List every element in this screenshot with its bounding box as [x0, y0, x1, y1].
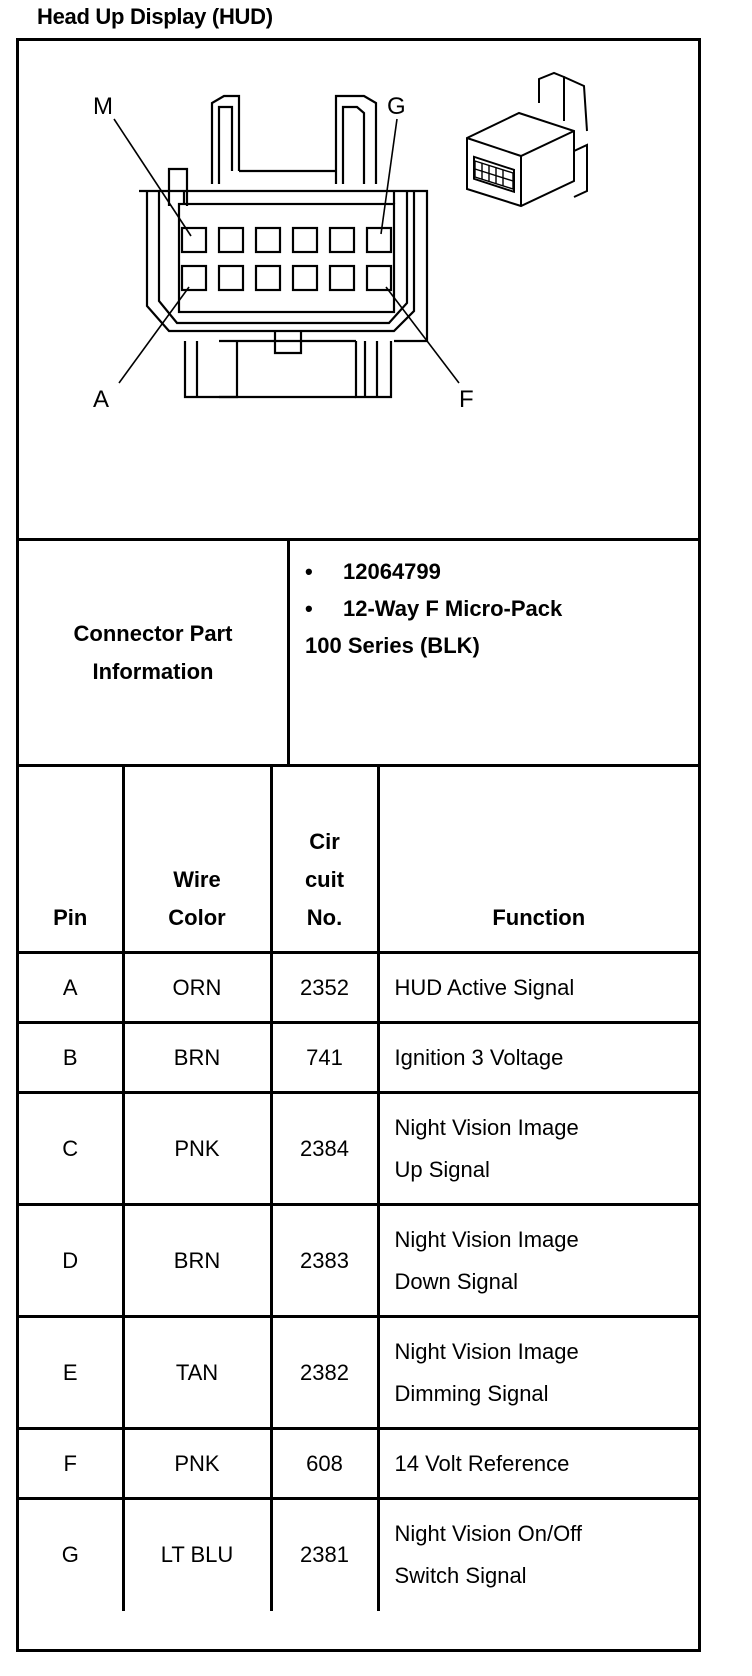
- circuit-cell: 2382: [271, 1317, 378, 1429]
- table-row: [19, 1317, 698, 1429]
- header-circuit-no: Cir cuit No.: [271, 767, 378, 953]
- pin-cell: G: [19, 1499, 123, 1611]
- header-wire-color: Wire Color: [123, 767, 271, 953]
- table-row: [19, 953, 698, 1023]
- pin-label-g: G: [387, 93, 406, 120]
- connector-info-details: [290, 541, 698, 767]
- circuit-cell: 2381: [271, 1499, 378, 1611]
- connector-frame: [16, 38, 701, 1652]
- wire-color-cell: ORN: [123, 953, 271, 1023]
- function-cell: HUD Active Signal: [378, 953, 698, 1023]
- circuit-cell: 2384: [271, 1093, 378, 1205]
- wire-color-cell: LT BLU: [123, 1499, 271, 1611]
- bullet-icon: •: [305, 596, 313, 621]
- pin-cell: C: [19, 1093, 123, 1205]
- connector-diagram: [19, 41, 698, 541]
- pinout-table: [19, 767, 698, 1611]
- pin-label-m: M: [93, 93, 113, 120]
- wire-color-cell: PNK: [123, 1093, 271, 1205]
- pin-cell: D: [19, 1205, 123, 1317]
- function-cell: Night Vision Image Up Signal: [378, 1093, 698, 1205]
- pin-cell: E: [19, 1317, 123, 1429]
- part-number: 12064799: [343, 559, 441, 584]
- connector-face-drawing: [19, 41, 698, 538]
- function-cell: Night Vision Image Dimming Signal: [378, 1317, 698, 1429]
- connector-series: 100 Series (BLK): [305, 633, 480, 658]
- circuit-cell: 741: [271, 1023, 378, 1093]
- table-row: [19, 1499, 698, 1611]
- table-row: [19, 1023, 698, 1093]
- connector-info-label-line1: Connector Part: [73, 620, 233, 646]
- page-title: Head Up Display (HUD): [37, 4, 273, 29]
- circuit-cell: 2352: [271, 953, 378, 1023]
- function-cell: 14 Volt Reference: [378, 1429, 698, 1499]
- bullet-icon: •: [305, 559, 313, 584]
- table-row: [19, 1205, 698, 1317]
- pin-label-f: F: [459, 386, 474, 413]
- table-header-row: [19, 767, 698, 953]
- pin-label-a: A: [93, 386, 110, 413]
- wire-color-cell: TAN: [123, 1317, 271, 1429]
- function-cell: Night Vision On/Off Switch Signal: [378, 1499, 698, 1611]
- table-row: [19, 1093, 698, 1205]
- pin-cell: B: [19, 1023, 123, 1093]
- pin-cell: F: [19, 1429, 123, 1499]
- connector-info-label: [19, 541, 290, 767]
- pin-cell: A: [19, 953, 123, 1023]
- function-cell: Ignition 3 Voltage: [378, 1023, 698, 1093]
- function-cell: Night Vision Image Down Signal: [378, 1205, 698, 1317]
- circuit-cell: 608: [271, 1429, 378, 1499]
- header-pin: Pin: [19, 767, 123, 953]
- wire-color-cell: PNK: [123, 1429, 271, 1499]
- connector-type: 12-Way F Micro-Pack: [343, 596, 563, 621]
- wire-color-cell: BRN: [123, 1205, 271, 1317]
- wire-color-cell: BRN: [123, 1023, 271, 1093]
- header-function: Function: [378, 767, 698, 953]
- table-row: [19, 1429, 698, 1499]
- circuit-cell: 2383: [271, 1205, 378, 1317]
- connector-info-label-line2: Information: [92, 658, 214, 684]
